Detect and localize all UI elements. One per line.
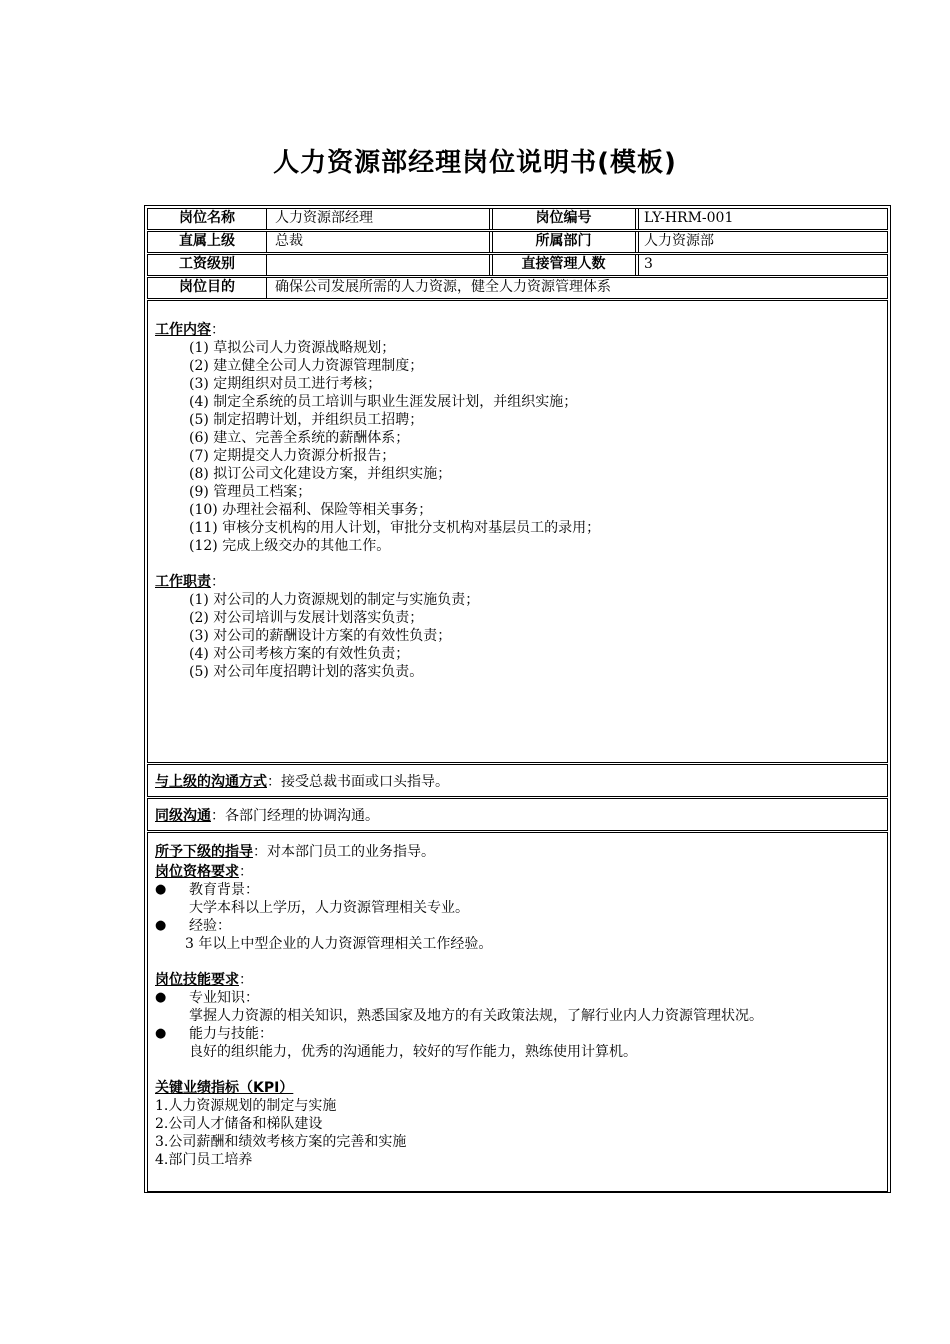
upper-communication-heading: 与上级的沟通方式	[155, 774, 267, 790]
value-position-code: LY-HRM-001	[644, 210, 734, 226]
list-item: 1.人力资源规划的制定与实施	[155, 1098, 337, 1114]
work-duty-list	[155, 591, 887, 681]
list-item: (7) 定期提交人力资源分析报告；	[189, 448, 396, 464]
value-position-purpose: 确保公司发展所需的人力资源，健全人力资源管理体系	[275, 279, 611, 295]
subordinate-guidance-heading: 所予下级的指导	[155, 844, 253, 860]
work-duty-heading: 工作职责：	[155, 574, 225, 590]
list-item: (1) 对公司的人力资源规划的制定与实施负责；	[189, 592, 480, 608]
work-section	[147, 300, 888, 763]
list-item: (4) 对公司考核方案的有效性负责；	[189, 646, 410, 662]
list-item: (2) 建立健全公司人力资源管理制度；	[189, 358, 424, 374]
bullet-icon: ●	[155, 918, 167, 933]
job-description-table	[144, 205, 891, 1193]
peer-communication-heading: 同级沟通	[155, 808, 211, 824]
list-item: (2) 对公司培训与发展计划落实负责；	[189, 610, 424, 626]
skill-heading: 岗位技能要求：	[155, 972, 253, 988]
list-item: (5) 对公司年度招聘计划的落实负责。	[189, 664, 424, 680]
list-item: (4) 制定全系统的员工培训与职业生涯发展计划，并组织实施；	[189, 394, 578, 410]
list-item: (8) 拟订公司文化建设方案，并组织实施；	[189, 466, 452, 482]
list-item-detail: 3 年以上中型企业的人力资源管理相关工作经验。	[185, 936, 493, 952]
list-item-detail: 大学本科以上学历，人力资源管理相关专业。	[189, 900, 469, 916]
peer-communication-text: ：各部门经理的协调沟通。	[211, 808, 379, 824]
upper-communication-text: ：接受总裁书面或口头指导。	[267, 774, 449, 790]
list-item: ● 教育背景：	[155, 882, 259, 898]
bullet-icon: ●	[155, 990, 167, 1005]
list-item: ● 专业知识：	[155, 990, 259, 1006]
label-salary-grade: 工资级别	[179, 256, 235, 272]
list-item: (10) 办理社会福利、保险等相关事务；	[189, 502, 433, 518]
peer-communication-section	[147, 798, 888, 831]
requirements-section	[147, 832, 888, 1192]
bullet-icon: ●	[155, 882, 167, 897]
list-item: 3.公司薪酬和绩效考核方案的完善和实施	[155, 1134, 407, 1150]
kpi-list	[155, 1097, 887, 1169]
info-row-1	[147, 208, 888, 230]
list-item: (3) 对公司的薪酬设计方案的有效性负责；	[189, 628, 452, 644]
list-item: (6) 建立、完善全系统的薪酬体系；	[189, 430, 410, 446]
label-position-code: 岗位编号	[535, 210, 592, 226]
value-salary-grade	[269, 255, 489, 275]
list-item: 2.公司人才储备和梯队建设	[155, 1116, 323, 1132]
list-item: (11) 审核分支机构的用人计划，审批分支机构对基层员工的录用；	[189, 520, 601, 536]
list-item: (3) 定期组织对员工进行考核；	[189, 376, 382, 392]
subordinate-guidance-text: ：对本部门员工的业务指导。	[253, 844, 435, 860]
value-position-name: 人力资源部经理	[275, 210, 373, 226]
work-content-list	[155, 339, 887, 555]
bullet-icon: ●	[155, 1026, 167, 1041]
list-item: 4.部门员工培养	[155, 1152, 253, 1168]
list-item-detail: 良好的组织能力，优秀的沟通能力，较好的写作能力，熟练使用计算机。	[189, 1044, 637, 1060]
work-content-heading: 工作内容：	[155, 322, 225, 338]
info-row-2	[147, 231, 888, 253]
info-row-4	[147, 277, 888, 299]
value-department: 人力资源部	[644, 233, 714, 249]
list-item: (5) 制定招聘计划，并组织员工招聘；	[189, 412, 424, 428]
info-row-3	[147, 254, 888, 276]
kpi-heading: 关键业绩指标（KPI）	[155, 1080, 294, 1096]
label-position-name: 岗位名称	[179, 210, 235, 226]
list-item: (12) 完成上级交办的其他工作。	[189, 538, 391, 554]
list-item: (9) 管理员工档案；	[189, 484, 312, 500]
upper-communication-section	[147, 764, 888, 797]
value-direct-superior: 总裁	[275, 233, 303, 249]
label-position-purpose: 岗位目的	[179, 279, 235, 295]
list-item-detail: 掌握人力资源的相关知识，熟悉国家及地方的有关政策法规，了解行业内人力资源管理状况。	[189, 1008, 763, 1024]
list-item: (1) 草拟公司人力资源战略规划；	[189, 340, 396, 356]
label-department: 所属部门	[535, 233, 592, 249]
page-title: 人力资源部经理岗位说明书(模板)	[273, 148, 677, 178]
label-direct-superior: 直属上级	[179, 233, 235, 249]
label-direct-reports: 直接管理人数	[521, 256, 606, 272]
list-item: ● 能力与技能：	[155, 1026, 273, 1042]
value-direct-reports: 3	[644, 256, 653, 272]
list-item: ● 经验：	[155, 918, 231, 934]
qualification-heading: 岗位资格要求：	[155, 864, 253, 880]
